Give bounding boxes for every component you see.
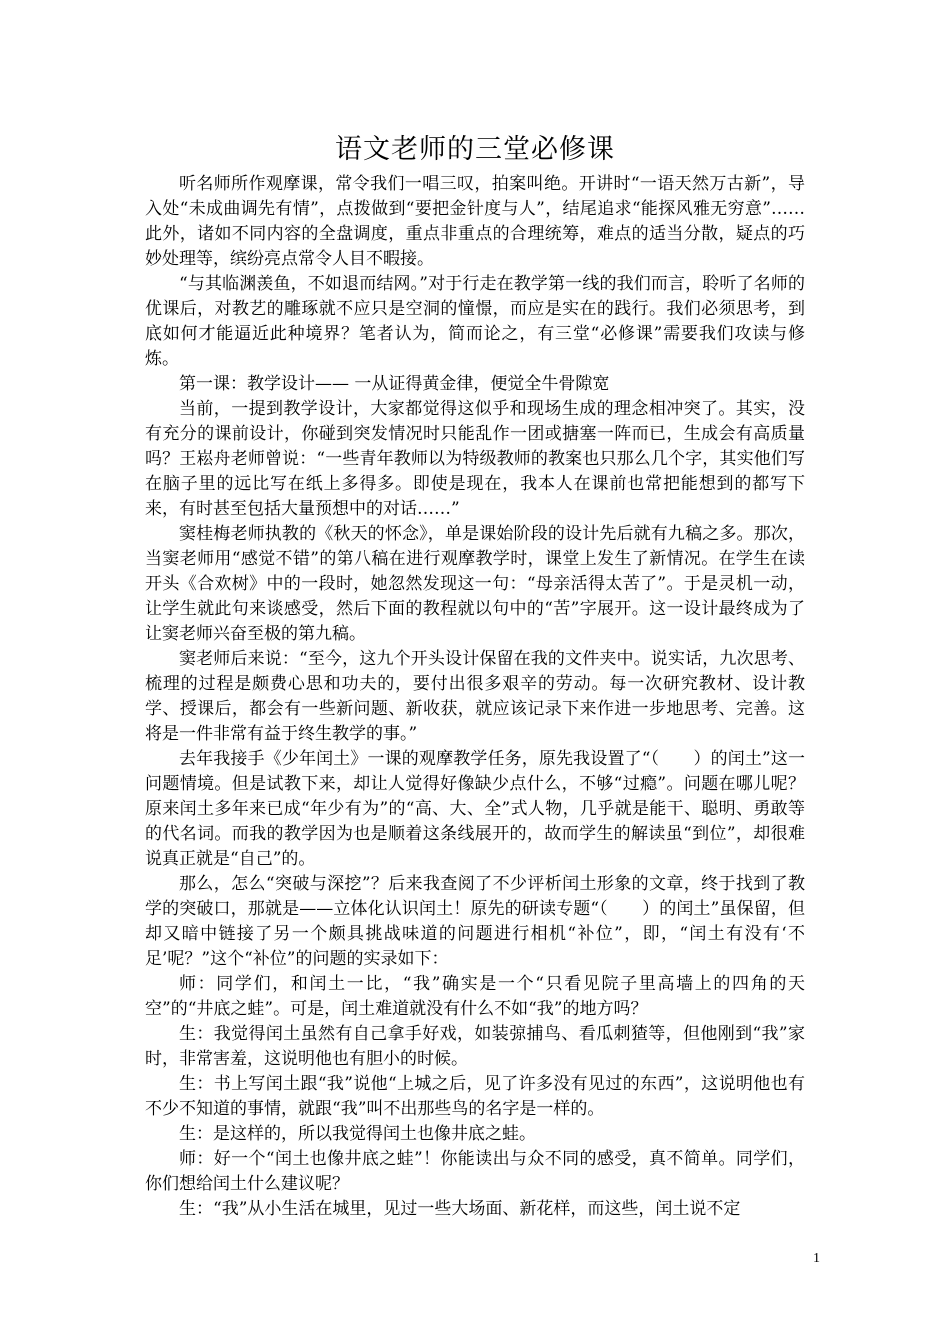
paragraph: 去年我接手《少年闰土》一课的观摩教学任务，原先我设置了“（ ）的闰土”这一问题情境。但是试教下来，却让人觉得好像缺少点什么，不够“过瘾”。问题在哪儿呢？原来闰土多年来已成“年少有为”的“高、大、全”式人物，几乎就是能干、聪明、勇敢等的代名词。而我的教学因为也是顺着这条线展开的，故而学生的解读虽“到位”，却很难说真正就是“自己”的。 bbox=[145, 749, 805, 869]
dialogue-line: 生：“我”从小生活在城里，见过一些大场面、新花样，而这些，闰土说不定 bbox=[179, 1199, 741, 1219]
paragraph: 当前，一提到教学设计，大家都觉得这似乎和现场生成的理念相冲突了。其实，没有充分的课前设计，你碰到突发情况时只能乱作一团或搪塞一阵而已，生成会有高质量吗？王崧舟老师曾说：“一些青年教师以为特级教师的教案也只那么几个字，其实他们写在脑子里的远比写在纸上多得多。即使是现在，我本人在课前也常把能想到的都写下来，有时甚至包括大量预想中的对话……” bbox=[145, 399, 805, 519]
page-number: 1 bbox=[813, 1251, 820, 1266]
section-heading-lesson-one: 第一课：教学设计—— 一从证得黄金律，便觉全牛骨隙宽 bbox=[179, 374, 610, 394]
dialogue-line: 师：同学们，和闰土一比，“我”确实是一个“只看见院子里高墙上的四角的天空”的“井底之蛙”。可是，闰土难道就没有什么不如“我”的地方吗？ bbox=[145, 974, 805, 1019]
paragraph-intro: 听名师所作观摩课，常令我们一唱三叹，拍案叫绝。开讲时“一语天然万古新”，导入处“未成曲调先有情”，点拨做到“要把金针度与人”，结尾追求“能探风雅无穷意”……此外，诸如不同内容的全盘调度，重点非重点的合理统筹，难点的适当分散，疑点的巧妙处理等，缤纷亮点常令人目不暇接。 bbox=[145, 174, 805, 269]
paragraph: 那么，怎么“突破与深挖”？后来我查阅了不少评析闰土形象的文章，终于找到了教学的突破口，那就是——立体化认识闰土！原先的研读专题“（ ）的闰土”虽保留，但却又暗中链接了另一个颇具挑战味道的问题进行相机“补位”，即，“闰土有没有‘不足’呢？”这个“补位”的问题的实录如下： bbox=[145, 874, 805, 969]
article-body bbox=[145, 172, 805, 1222]
dialogue-line: 生：书上写闰土跟“我”说他“上城之后，见了许多没有见过的东西”，这说明他也有不少不知道的事情，就跟“我”叫不出那些鸟的名字是一样的。 bbox=[145, 1074, 805, 1119]
dialogue-line: 生：是这样的，所以我觉得闰土也像井底之蛙。 bbox=[179, 1124, 536, 1144]
dialogue-line: 师：好一个“闰土也像井底之蛙”！你能读出与众不同的感受，真不简单。同学们，你们想给闰土什么建议呢？ bbox=[145, 1149, 805, 1194]
dialogue-line: 生：我觉得闰土虽然有自己拿手好戏，如装弶捕鸟、看瓜刺猹等，但他刚到“我”家时，非常害羞，这说明他也有胆小的时候。 bbox=[145, 1024, 805, 1069]
page-title: 语文老师的三堂必修课 bbox=[335, 134, 615, 165]
paragraph: 窦老师后来说：“至今，这九个开头设计保留在我的文件夹中。说实话，九次思考、梳理的过程是颇费心思和功夫的，要付出很多艰辛的劳动。每一次研究教材、设计教学、授课后，都会有一些新问题、新收获，就应该记录下来作进一步地思考、完善。这将是一件非常有益于终生教学的事。” bbox=[145, 649, 805, 744]
paragraph: 窦桂梅老师执教的《秋天的怀念》，单是课始阶段的设计先后就有九稿之多。那次，当窦老师用“感觉不错”的第八稿在进行观摩教学时，课堂上发生了新情况。在学生在读开头《合欢树》中的一段时，她忽然发现这一句：“母亲活得太苦了”。于是灵机一动，让学生就此句来谈感受，然后下面的教程就以句中的“苦”字展开。这一设计最终成为了让窦老师兴奋至极的第九稿。 bbox=[145, 524, 805, 644]
paragraph-quote: “与其临渊羡鱼，不如退而结网。”对于行走在教学第一线的我们而言，聆听了名师的优课后，对教艺的雕琢就不应只是空洞的憧憬，而应是实在的践行。我们必须思考，到底如何才能逼近此种境界？笔者认为，简而论之，有三堂“必修课”需要我们攻读与修炼。 bbox=[145, 274, 805, 369]
